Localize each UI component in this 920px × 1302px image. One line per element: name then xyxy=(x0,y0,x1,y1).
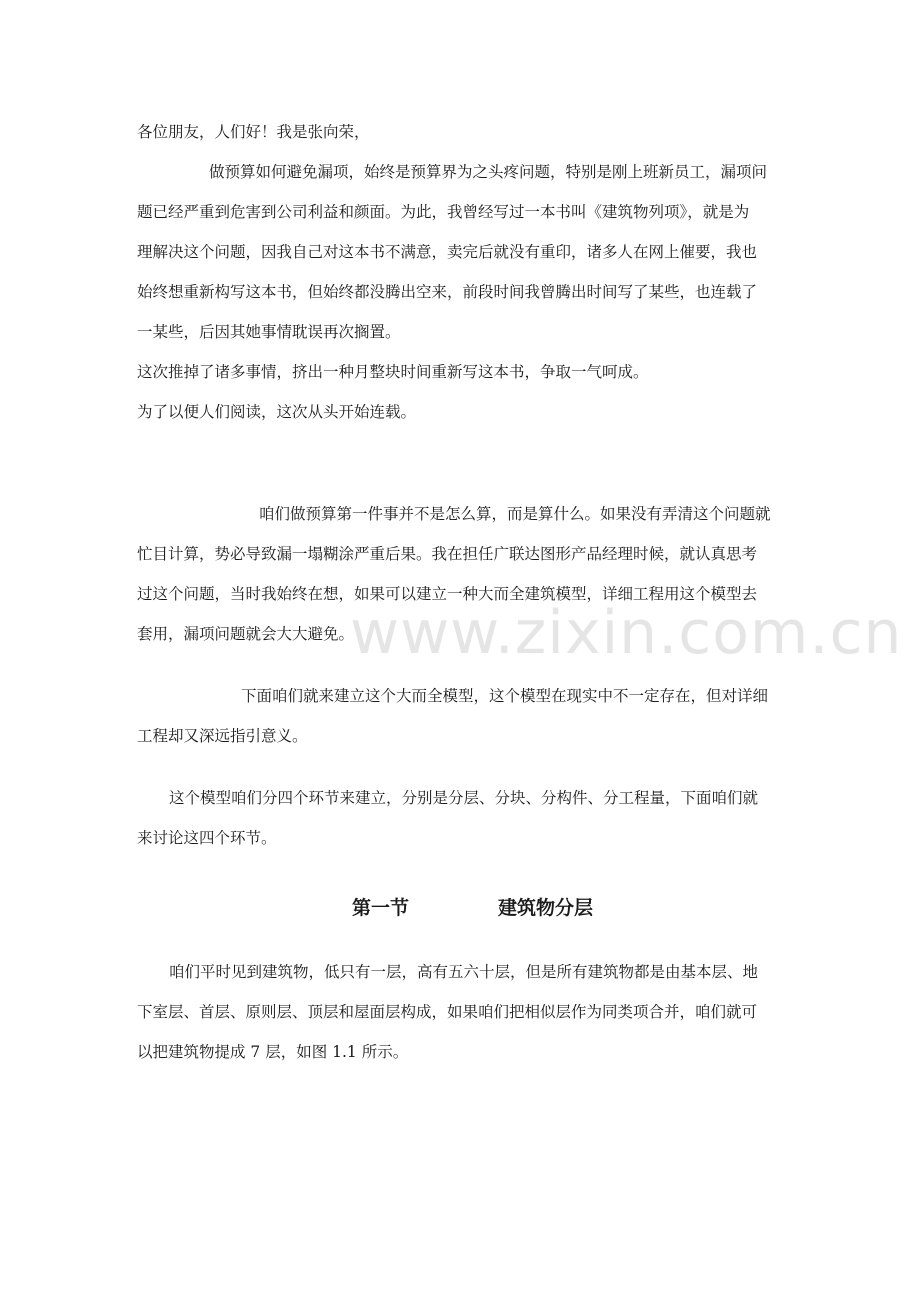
text-line: 这个模型咱们分四个环节来建立，分别是分层、分块、分构件、分工程量，下面咱们就 xyxy=(169,789,759,807)
text-line: 套用，漏项问题就会大大避免。 xyxy=(137,625,355,643)
serialization-paragraph xyxy=(137,392,797,432)
section-title: 建筑物分层 xyxy=(498,897,594,919)
text-line: 咱们做预算第一件事并不是怎么算，而是算什么。如果没有弄清这个问题就 xyxy=(259,505,771,523)
text-line: 来讨论这四个环节。 xyxy=(137,829,277,847)
rewrite-paragraph xyxy=(137,352,797,392)
section-number: 第一节 xyxy=(352,897,410,919)
intro-paragraph xyxy=(137,152,797,352)
text-line: 一某些，后因其她事情耽误再次搁置。 xyxy=(137,323,401,341)
text-line: 以把建筑物提成 7 层，如图 1.1 所示。 xyxy=(137,1043,409,1061)
text-line: 始终想重新构写这本书，但始终都没腾出空来，前段时间我曾腾出时间写了某些，也连载了 xyxy=(137,283,758,301)
text-line: 为了以便人们阅读，这次从头开始连载。 xyxy=(137,403,417,421)
text-line: 理解决这个问题，因我自己对这本书不满意，卖完后就没有重印，诸多人在网上催要，我也 xyxy=(137,243,758,261)
text-line: 工程却又深远指引意义。 xyxy=(137,727,308,745)
model-paragraph xyxy=(137,676,797,756)
four-steps-paragraph xyxy=(137,778,797,858)
text-line: 下室层、首层、原则层、顶层和屋面层构成，如果咱们把相似层作为同类项合并，咱们就可 xyxy=(137,1003,758,1021)
building-layers-paragraph xyxy=(137,952,797,1072)
text-line: 过这个问题，当时我始终在想，如果可以建立一种大而全建筑模型，详细工程用这个模型去 xyxy=(137,585,758,603)
what-to-calculate-paragraph xyxy=(137,494,797,654)
text-line: 忙目计算，势必导致漏一塌糊涂严重后果。我在担任广联达图形产品经理时候，就认真思考 xyxy=(137,545,758,563)
text-line: 各位朋友，人们好！我是张向荣， xyxy=(137,123,370,141)
text-line: 这次推掉了诸多事情，挤出一种月整块时间重新写这本书，争取一气呵成。 xyxy=(137,363,649,381)
text-line: 下面咱们就来建立这个大而全模型，这个模型在现实中不一定存在，但对详细 xyxy=(241,687,769,705)
text-line: 咱们平时见到建筑物，低只有一层，高有五六十层，但是所有建筑物都是由基本层、地 xyxy=(169,963,759,981)
text-line: 题已经严重到危害到公司利益和颜面。为此，我曾经写过一本书叫《建筑物列项》，就是为 xyxy=(137,203,750,221)
greeting-paragraph xyxy=(137,112,797,152)
text-line: 做预算如何避免漏项，始终是预算界为之头疼问题，特别是刚上班新员工，漏项问 xyxy=(209,163,768,181)
watermark: www.zixin.com.cn xyxy=(350,598,903,668)
section-heading xyxy=(0,888,920,928)
